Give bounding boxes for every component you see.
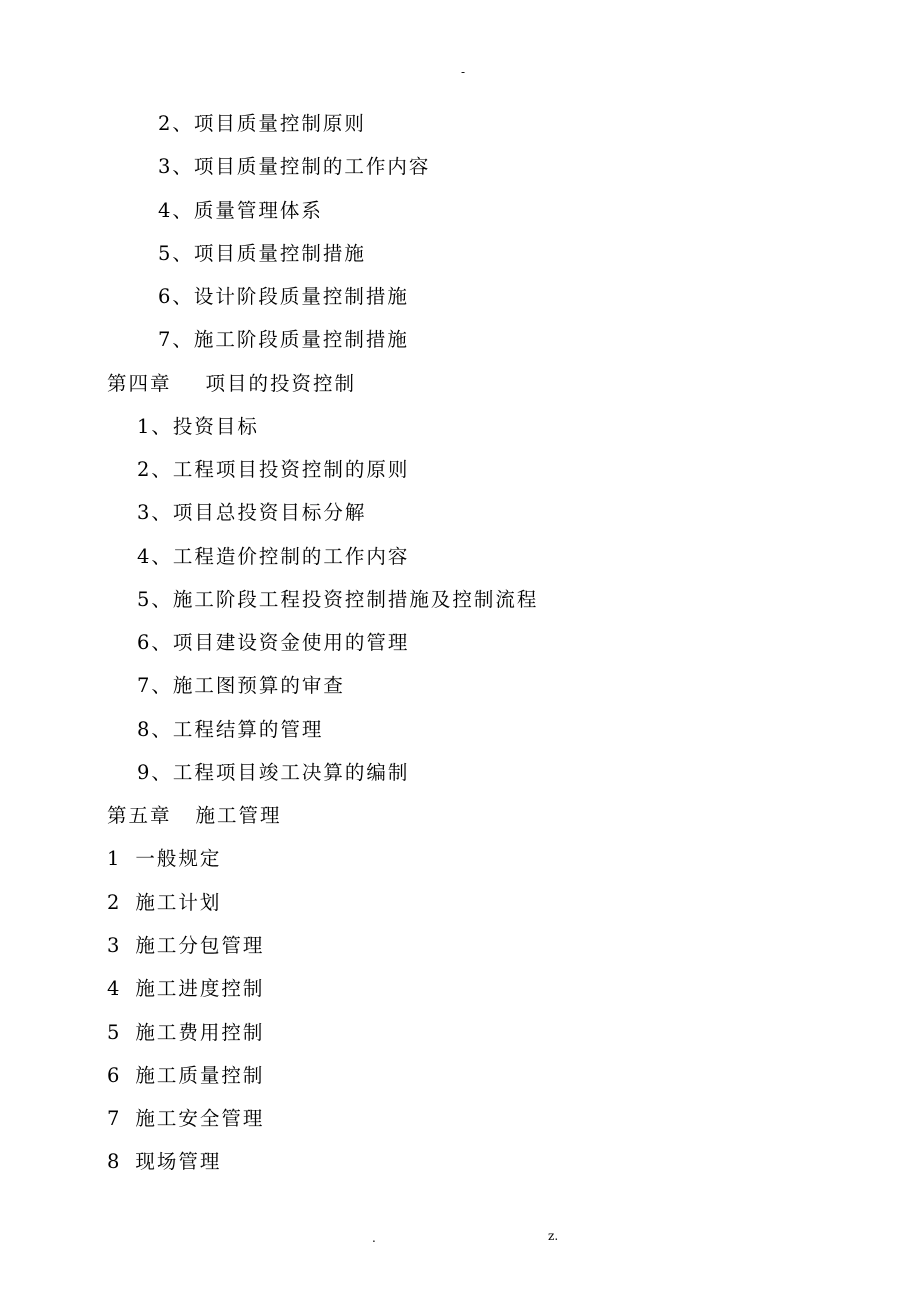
footer-mark: z. [548,1229,559,1243]
item-text: 施工计划 [135,891,222,914]
toc-item-5-2[interactable] [107,891,221,915]
toc-item-5-4[interactable] [107,977,264,1001]
chapter-5-heading[interactable] [107,804,282,828]
toc-item-3-5[interactable]: 5、项目质量控制措施 [158,242,366,265]
toc-item-4-3[interactable]: 3、项目总投资目标分解 [137,501,367,524]
toc-item-5-7[interactable] [107,1107,264,1131]
toc-item-3-2[interactable]: 2、项目质量控制原则 [158,112,366,135]
toc-item-5-3[interactable] [107,934,264,958]
toc-item-3-7[interactable]: 7、施工阶段质量控制措施 [158,328,409,351]
item-text: 施工安全管理 [135,1107,265,1130]
footer-dot: . [372,1231,376,1245]
toc-item-3-6[interactable]: 6、设计阶段质量控制措施 [158,285,409,308]
item-text: 施工分包管理 [135,934,265,957]
item-number: 2 [107,891,122,914]
item-number: 3 [107,934,122,957]
chapter-4-title: 项目的投资控制 [205,372,357,395]
item-number: 8 [107,1150,122,1173]
toc-item-5-1[interactable] [107,847,221,871]
toc-item-4-1[interactable]: 1、投资目标 [137,415,259,438]
toc-item-4-5[interactable]: 5、施工阶段工程投资控制措施及控制流程 [137,588,539,611]
toc-item-4-8[interactable]: 8、工程结算的管理 [137,718,324,741]
item-number: 5 [107,1021,122,1044]
toc-item-3-3[interactable]: 3、项目质量控制的工作内容 [158,155,431,178]
item-text: 一般规定 [135,847,222,870]
item-number: 7 [107,1107,122,1130]
toc-item-5-5[interactable] [107,1021,264,1045]
toc-item-4-2[interactable]: 2、工程项目投资控制的原则 [137,458,410,481]
item-number: 4 [107,977,122,1000]
chapter-5-title: 施工管理 [195,804,282,827]
toc-item-5-8[interactable] [107,1150,221,1174]
toc-item-4-4[interactable]: 4、工程造价控制的工作内容 [137,545,410,568]
toc-item-4-9[interactable]: 9、工程项目竣工决算的编制 [137,761,410,784]
toc-item-4-7[interactable]: 7、施工图预算的审查 [137,674,345,697]
item-text: 施工进度控制 [135,977,265,1000]
chapter-4-label: 第四章 [107,372,172,395]
item-text: 施工费用控制 [135,1021,265,1044]
toc-item-5-6[interactable] [107,1064,264,1088]
toc-item-4-6[interactable]: 6、项目建设资金使用的管理 [137,631,410,654]
toc-item-3-4[interactable]: 4、质量管理体系 [158,199,323,222]
item-number: 6 [107,1064,122,1087]
item-text: 现场管理 [135,1150,222,1173]
item-number: 1 [107,847,122,870]
header-mark: - [461,65,466,79]
item-text: 施工质量控制 [135,1064,265,1087]
chapter-4-heading[interactable] [107,372,356,396]
chapter-5-label: 第五章 [107,804,172,827]
